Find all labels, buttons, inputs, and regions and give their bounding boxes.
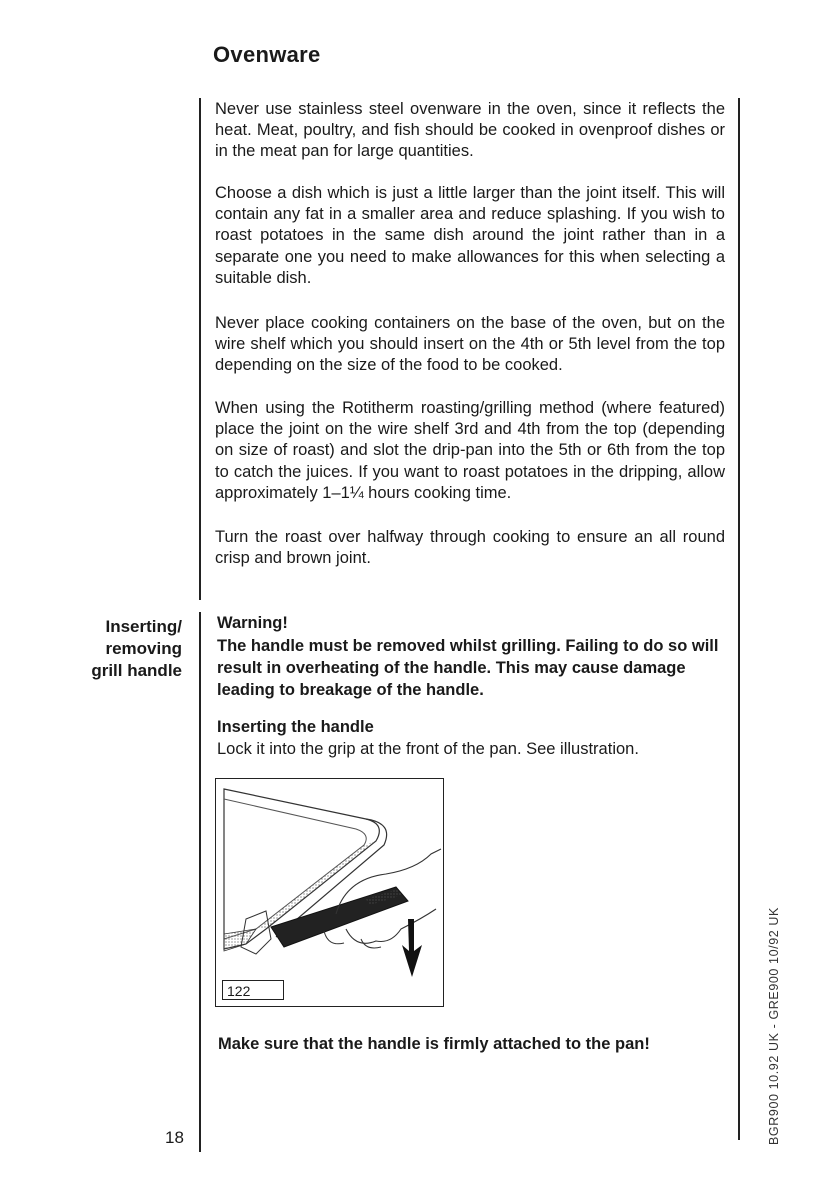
warning-label: Warning! (217, 614, 288, 632)
closing-note: Make sure that the handle is firmly attached to the pan! (218, 1035, 650, 1053)
right-divider (738, 98, 740, 1140)
side-heading-line: Inserting/ (105, 617, 182, 636)
inserting-handle-heading: Inserting the handle (217, 718, 374, 736)
handle-illustration (215, 778, 444, 1007)
paragraph-shelf-position: Never place cooking containers on the base of the oven, but on the wire shelf which you should insert on the 4th or 5th level from the top depending on the size of the food to be cooked. (215, 314, 725, 375)
warning-text: The handle must be removed whilst grilling. Failing to do so will result in overheating of the handle. This may cause damage leading to breakage of the handle. (217, 637, 719, 699)
section-side-heading (40, 616, 182, 682)
paragraph-rotitherm: When using the Rotitherm roasting/grilling method (where featured) place the joint on the wire shelf 3rd and 4th from the top (depending on size of roast) and slot the drip-pan into the 5th or 6th from the top to catch the juices. If you want to roast potatoes in the dripping, allow approximately 1–1¼ hours cooking time. (215, 399, 725, 502)
side-heading-line: removing (105, 639, 182, 658)
paragraph-stainless-steel: Never use stainless steel ovenware in the oven, since it reflects the heat. Meat, poultry, and fish should be cooked in ovenproof dishes or in the meat pan for large quantities. (215, 100, 725, 161)
paragraph-dish-size: Choose a dish which is just a little larger than the joint itself. This will contain any fat in a smaller area and reduce splashing. If you wish to roast potatoes in the same dish around the joint rather than in a separate one you need to make allowances for this when selecting a suitable dish. (215, 184, 725, 287)
page-title: Ovenware (213, 42, 321, 67)
side-heading-line: grill handle (91, 661, 182, 680)
handle-drawing (216, 779, 444, 1007)
figure-number: 122 (222, 980, 284, 1000)
left-divider-top (199, 98, 201, 600)
paragraph-turn-roast: Turn the roast over halfway through cooking to ensure an all round crisp and brown joint. (215, 528, 725, 568)
inserting-handle-text: Lock it into the grip at the front of the pan. See illustration. (217, 740, 639, 758)
left-divider-bottom (199, 612, 201, 1152)
page-number: 18 (165, 1128, 184, 1147)
footer-document-code: BGR900 10.92 UK - GRE900 10/92 UK (767, 907, 781, 1145)
